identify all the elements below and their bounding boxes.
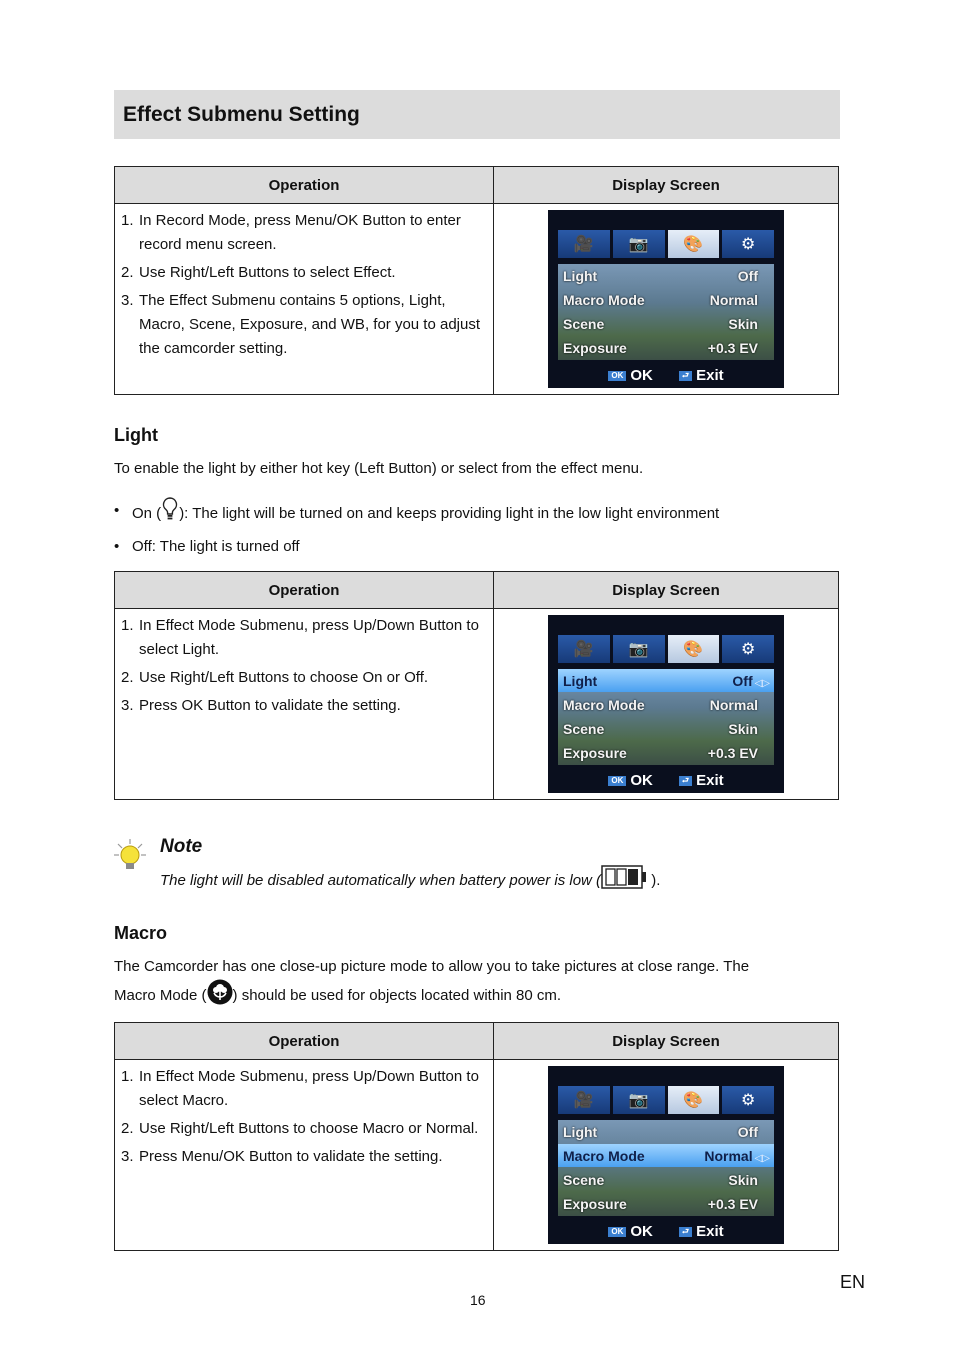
- bullet-off: • Off: The light is turned off: [114, 538, 300, 555]
- note-lightbulb-icon: [113, 838, 147, 872]
- page-title: Effect Submenu Setting: [123, 102, 360, 126]
- step-item: 2. Use Right/Left Buttons to select Effect.: [121, 264, 396, 281]
- camcorder-screen: [548, 615, 784, 793]
- menu-row-exposure: Exposure +0.3 EV: [563, 1195, 758, 1212]
- step-item: 2. Use Right/Left Buttons to choose Macro or Normal.: [121, 1120, 479, 1137]
- page-number: 16: [470, 1292, 486, 1308]
- note-text: The light will be disabled automatically when battery power is low ( ).: [160, 865, 660, 897]
- operation-steps-cell: [115, 1060, 494, 1251]
- operation-header: Operation: [115, 167, 494, 204]
- display-screen-header: Display Screen: [494, 167, 839, 204]
- lightbulb-icon: [161, 496, 179, 532]
- operation-table-light: [114, 571, 839, 800]
- menu-row-scene: Scene Skin: [563, 720, 758, 737]
- operation-steps-cell: [115, 609, 494, 800]
- menu-row-scene: Scene Skin: [563, 1171, 758, 1188]
- gear-icon: ⚙: [722, 1086, 774, 1114]
- step-item: 3. The Effect Submenu contains 5 options, Light, Macro, Scene, Exposure, and WB, for you to adjust the camcorder setting.: [121, 292, 481, 357]
- step-item: 3. Press Menu/OK Button to validate the setting.: [121, 1148, 443, 1165]
- screen-button-bar: [548, 1218, 784, 1244]
- low-battery-icon: [601, 865, 647, 897]
- camera-icon: 📷: [613, 230, 665, 258]
- menu-row-macro: Macro Mode Normal: [563, 291, 758, 308]
- camera-icon: 📷: [613, 1086, 665, 1114]
- exit-hint: ⮐ Exit: [679, 367, 724, 384]
- menu-row-light: Light Off: [563, 1123, 758, 1140]
- video-camera-icon: 🎥: [558, 635, 610, 663]
- display-screen-cell: [494, 1060, 839, 1251]
- menu-row-light: Light Off ◁▷: [558, 669, 774, 692]
- menu-row-exposure: Exposure +0.3 EV: [563, 339, 758, 356]
- menu-row-light: Light Off: [563, 267, 758, 284]
- step-item: 3. Press OK Button to validate the setting.: [121, 697, 401, 714]
- step-item: 1. In Effect Mode Submenu, press Up/Down Button to select Macro.: [121, 1068, 479, 1109]
- effect-menu: [558, 669, 774, 765]
- effect-menu: [558, 1120, 774, 1216]
- menu-tab-icons: [558, 230, 774, 258]
- left-right-arrow-icon: ◁▷: [754, 677, 770, 689]
- step-item: 2. Use Right/Left Buttons to choose On or Off.: [121, 669, 429, 686]
- macro-paragraph: The Camcorder has one close-up picture mode to allow you to take pictures at close range. The Macro Mode ( ) should be used for objects located within 80 cm.: [114, 955, 814, 1013]
- display-screen-header: Display Screen: [494, 1023, 839, 1060]
- menu-tab-icons: [558, 635, 774, 663]
- video-camera-icon: 🎥: [558, 1086, 610, 1114]
- camcorder-screen: [548, 210, 784, 388]
- screen-button-bar: [548, 362, 784, 388]
- steps-list: [115, 1060, 493, 1169]
- ok-hint: OK OK: [608, 772, 653, 789]
- menu-row-macro: Macro Mode Normal: [563, 696, 758, 713]
- effect-palette-icon: 🎨: [668, 635, 720, 663]
- camera-icon: 📷: [613, 635, 665, 663]
- operation-table-effect: [114, 166, 839, 395]
- operation-header: Operation: [115, 1023, 494, 1060]
- steps-list: [115, 204, 493, 361]
- left-right-arrow-icon: ◁▷: [754, 1152, 770, 1164]
- display-screen-cell: [494, 204, 839, 395]
- effect-palette-icon: 🎨: [668, 230, 720, 258]
- menu-row-scene: Scene Skin: [563, 315, 758, 332]
- menu-row-exposure: Exposure +0.3 EV: [563, 744, 758, 761]
- steps-list: [115, 609, 493, 718]
- note-title: Note: [160, 836, 203, 857]
- menu-tab-icons: [558, 1086, 774, 1114]
- ok-hint: OK OK: [608, 367, 653, 384]
- light-bullets: [114, 496, 719, 561]
- camcorder-screen: [548, 1066, 784, 1244]
- light-intro: To enable the light by either hot key (Left Button) or select from the effect menu.: [114, 460, 644, 477]
- gear-icon: ⚙: [722, 230, 774, 258]
- macro-flower-icon: [207, 979, 233, 1013]
- exit-hint: ⮐ Exit: [679, 1223, 724, 1240]
- operation-table-macro: [114, 1022, 839, 1251]
- gear-icon: ⚙: [722, 635, 774, 663]
- section-banner: [114, 90, 840, 139]
- effect-palette-icon: 🎨: [668, 1086, 720, 1114]
- step-item: 1. In Effect Mode Submenu, press Up/Down Button to select Light.: [121, 617, 479, 658]
- macro-heading: Macro: [114, 923, 168, 943]
- bullet-on: • On ( ): The light will be turned on and keeps providing light in the low light environment: [114, 496, 719, 532]
- step-item: 1. In Record Mode, press Menu/OK Button to enter record menu screen.: [121, 212, 461, 253]
- display-screen-cell: [494, 609, 839, 800]
- light-heading: Light: [114, 425, 158, 445]
- ok-hint: OK OK: [608, 1223, 653, 1240]
- operation-header: Operation: [115, 572, 494, 609]
- display-screen-header: Display Screen: [494, 572, 839, 609]
- exit-hint: ⮐ Exit: [679, 772, 724, 789]
- video-camera-icon: 🎥: [558, 230, 610, 258]
- menu-row-macro: Macro Mode Normal ◁▷: [558, 1144, 774, 1167]
- operation-steps-cell: [115, 204, 494, 395]
- screen-button-bar: [548, 767, 784, 793]
- language-label: EN: [840, 1272, 866, 1292]
- effect-menu: [558, 264, 774, 360]
